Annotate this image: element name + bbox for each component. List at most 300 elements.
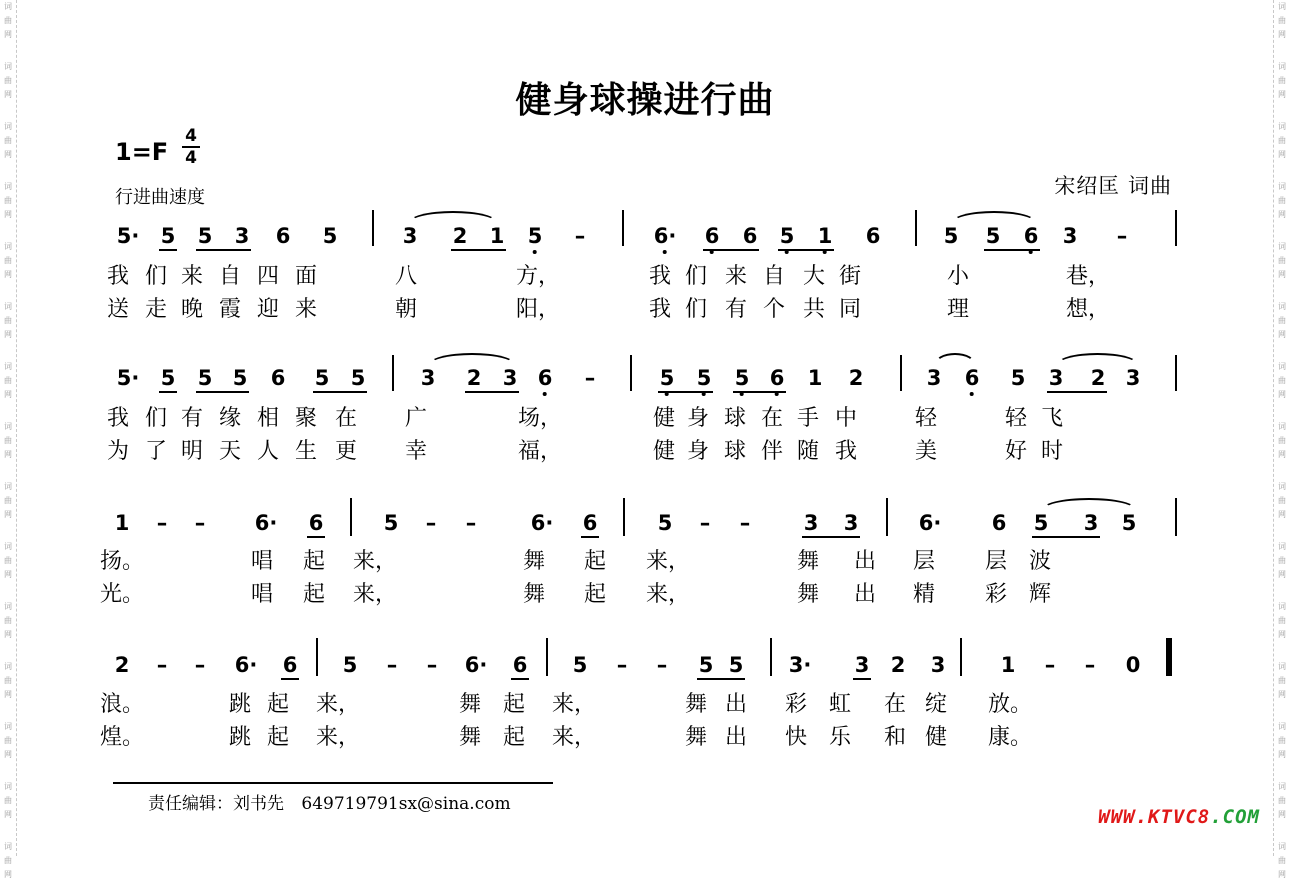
note-value: 6 [512,653,528,677]
jianpu-note [919,511,942,535]
jianpu-note [155,653,169,677]
side-watermark-char: 曲 [1278,76,1286,85]
side-watermark-char: 词 [1278,422,1286,431]
jianpu-note [198,366,213,390]
jianpu-note [583,511,598,535]
beam-underline [307,536,325,538]
jianpu-note [789,653,812,677]
side-watermark-char: 曲 [4,76,12,85]
bar-line [316,638,318,676]
note-value: 6· [254,511,278,535]
lyric-verse-1: 轻 [1004,406,1028,431]
bar-line [630,355,632,391]
side-watermark-char: 曲 [1278,496,1286,505]
lyric-verse-2: 明 [180,439,204,464]
footer-credits [148,789,523,814]
lyric-verse-2: 们 [684,297,708,322]
side-watermark-char: 曲 [1278,376,1286,385]
jianpu-note [384,511,399,535]
note-value: 5 [572,653,588,677]
note-value: 5 [1033,511,1049,535]
side-watermark-char: 网 [4,210,12,219]
side-watermark-char: 词 [4,422,12,431]
lyric-verse-1: 起 [302,549,326,574]
beam-underline [1047,391,1107,393]
side-watermark-char: 网 [1278,90,1286,99]
jianpu-note [117,366,140,390]
key-signature: 1=F [115,138,169,166]
side-watermark-char: 词 [1278,602,1286,611]
jianpu-note [1043,653,1057,677]
note-value: 6· [530,511,554,535]
note-value: 5 [696,366,712,390]
time-signature [180,126,202,168]
side-watermark-char: 曲 [1278,616,1286,625]
beam-underline [451,249,506,251]
lyric-verse-1: 轻 [914,406,938,431]
note-value: 5 [527,224,543,248]
bar-line [915,210,917,246]
lyric-verse-1: 来， [315,692,361,717]
note-value: 5· [116,366,140,390]
note-value: 3 [502,366,518,390]
lyric-verse-2: 人 [256,439,280,464]
lyric-verse-1: 相 [256,406,280,431]
slur [1056,353,1139,365]
jianpu-note [855,653,870,677]
note-value: 6 [704,224,720,248]
jianpu-note [1122,511,1137,535]
side-watermark-char: 曲 [1278,256,1286,265]
lyric-verse-1: 绽 [924,692,948,717]
lyric-verse-1: 缘 [218,406,242,431]
note-value: 6 [275,224,291,248]
jianpu-note [424,511,438,535]
lyric-verse-2: 快 [784,725,808,750]
beam-underline [281,678,299,680]
note-value: – [616,653,628,677]
slur [428,353,516,365]
jianpu-note [385,653,399,677]
lyric-verse-2: 唱 [250,582,274,607]
lyric-verse-2: 来， [551,725,597,750]
jianpu-note [1011,366,1026,390]
lyric-verse-1: 出 [724,692,748,717]
bar-line [622,210,624,246]
note-value: 5 [160,224,176,248]
note-value: 5 [657,511,673,535]
lyric-verse-1: 舞 [458,692,482,717]
final-double-bar [1166,638,1172,676]
side-watermark-char: 曲 [1278,556,1286,565]
note-value: 6 [270,366,286,390]
lyric-verse-1: 我 [648,264,672,289]
note-value: 5 [698,653,714,677]
jianpu-note [115,653,130,677]
note-value: 5 [322,224,338,248]
side-watermark-char: 网 [4,570,12,579]
note-value: 5 [350,366,366,390]
beam-underline [465,391,519,393]
note-value: 3 [930,653,946,677]
lyric-verse-2: 有 [724,297,748,322]
side-watermark-char: 词 [1278,782,1286,791]
beam-underline [697,678,745,680]
jianpu-note [849,366,864,390]
jianpu-note [255,511,278,535]
lyric-verse-1: 手 [796,406,820,431]
lyric-verse-1: 来， [352,549,398,574]
side-watermark-char: 词 [4,2,12,11]
note-value: 1 [114,511,130,535]
note-value: 6 [865,224,881,248]
side-watermark-char: 网 [4,390,12,399]
slur [951,211,1037,223]
lyric-verse-1: 们 [144,406,168,431]
lyric-verse-1: 小 [946,264,970,289]
side-watermark-char: 网 [4,630,12,639]
site-brand: KTVC8 [1148,806,1211,828]
side-watermark-char: 词 [4,242,12,251]
lyric-verse-1: 层 [912,549,936,574]
side-watermark-char: 词 [1278,362,1286,371]
note-value: 0 [1125,653,1141,677]
jianpu-note [573,224,587,248]
lyric-verse-1: 场， [517,406,563,431]
note-value: 2 [452,224,468,248]
note-value: 3 [402,224,418,248]
lyric-verse-1: 起 [583,549,607,574]
lyric-verse-1: 跳 [228,692,252,717]
note-value: 5 [985,224,1001,248]
note-value: 6 [1023,224,1039,248]
jianpu-note [271,366,286,390]
jianpu-note [315,366,330,390]
note-value: – [1116,224,1128,248]
jianpu-note [743,224,758,248]
lyric-verse-2: 舞 [522,582,546,607]
jianpu-note [1049,366,1064,390]
note-value: 6 [282,653,298,677]
lyric-verse-1: 聚 [294,406,318,431]
side-watermark-char: 曲 [1278,436,1286,445]
side-watermark-char: 词 [1278,842,1286,851]
note-value: 3· [788,653,812,677]
side-watermark-char: 词 [4,722,12,731]
note-value: 3 [854,653,870,677]
jianpu-note [309,511,324,535]
side-watermark-char: 词 [1278,482,1286,491]
lyric-verse-2: 为 [106,439,130,464]
lyric-verse-1: 来 [180,264,204,289]
lyric-verse-2: 起 [302,582,326,607]
lyric-verse-2: 出 [853,582,877,607]
lyric-verse-1: 虹 [828,692,852,717]
bar-line [546,638,548,676]
jianpu-note [1001,653,1016,677]
lyric-verse-2: 幸 [404,439,428,464]
lyric-verse-1: 浪。 [99,692,145,717]
side-watermark-char: 网 [1278,150,1286,159]
jianpu-note [658,511,673,535]
lyric-verse-1: 唱 [250,549,274,574]
note-value: – [739,511,751,535]
side-watermark-char: 词 [1278,62,1286,71]
slur [408,211,498,223]
lyric-verse-1: 有 [180,406,204,431]
note-value: 6 [308,511,324,535]
jianpu-note [198,224,213,248]
jianpu-note [866,224,881,248]
side-watermark-char: 网 [4,330,12,339]
lyric-verse-1: 八 [394,264,418,289]
jianpu-note [490,224,505,248]
note-value: 2 [114,653,130,677]
lyric-verse-2: 球 [723,439,747,464]
jianpu-note [944,224,959,248]
side-watermark-char: 词 [4,602,12,611]
lyric-verse-2: 跳 [228,725,252,750]
lyric-verse-2: 福， [517,439,563,464]
lyric-verse-1: 放。 [987,692,1033,717]
lyric-verse-1: 方， [515,264,561,289]
lyric-verse-2: 来， [645,582,691,607]
jianpu-note [467,366,482,390]
side-watermark-char: 网 [4,510,12,519]
side-watermark-char: 词 [1278,122,1286,131]
side-watermark-char: 曲 [4,316,12,325]
bar-line [372,210,374,246]
note-value: – [584,366,596,390]
jianpu-note [1126,366,1141,390]
note-value: – [156,511,168,535]
note-value: 3 [234,224,250,248]
side-watermark-char: 网 [1278,30,1286,39]
lyric-verse-2: 来， [315,725,361,750]
lyric-verse-2: 彩 [984,582,1008,607]
jianpu-note [927,366,942,390]
jianpu-note [844,511,859,535]
side-watermark-char: 网 [1278,570,1286,579]
lyric-verse-2: 好 [1004,439,1028,464]
side-watermark-char: 曲 [1278,736,1286,745]
jianpu-note [965,366,980,396]
note-value: – [425,511,437,535]
side-watermark-char: 词 [4,302,12,311]
beam-underline [196,391,249,393]
lyric-verse-1: 飞 [1040,406,1064,431]
side-watermark-char: 曲 [4,256,12,265]
jianpu-note [115,511,130,535]
bar-line [1175,210,1177,246]
lyric-verse-2: 想， [1065,297,1111,322]
jianpu-note [615,653,629,677]
jianpu-note [573,653,588,677]
side-watermark-char: 网 [4,90,12,99]
lyric-verse-1: 健 [652,406,676,431]
lyric-verse-2: 迎 [256,297,280,322]
lyric-verse-1: 舞 [796,549,820,574]
lyric-verse-1: 在 [760,406,784,431]
note-value: 5 [1010,366,1026,390]
lyric-verse-2: 朝 [394,297,418,322]
note-value: 6 [742,224,758,248]
note-value: – [1044,653,1056,677]
note-value: 5 [160,366,176,390]
side-watermark-char: 网 [1278,270,1286,279]
beam-underline [581,536,599,538]
note-value: 6· [234,653,258,677]
lyric-verse-1: 我 [106,406,130,431]
note-value: – [656,653,668,677]
jianpu-note [538,366,553,396]
jianpu-note [283,653,298,677]
side-watermark-char: 曲 [4,796,12,805]
side-watermark-char: 网 [1278,510,1286,519]
lyric-verse-2: 共 [802,297,826,322]
side-watermark-char: 曲 [1278,676,1286,685]
jianpu-note [528,224,543,254]
lyric-verse-2: 阳， [515,297,561,322]
beam-underline [196,249,251,251]
side-watermark-char: 词 [1278,182,1286,191]
editor-email: 649719791sx@sina.com [301,794,511,814]
side-watermark-char: 网 [4,870,12,879]
jianpu-note [503,366,518,390]
site-watermark [1098,806,1260,828]
lyric-verse-1: 们 [144,264,168,289]
side-watermark-char: 网 [1278,630,1286,639]
jianpu-note [465,653,488,677]
note-value: 6 [964,366,980,390]
jianpu-note [655,653,669,677]
side-watermark-char: 词 [4,182,12,191]
note-value: 5 [779,224,795,248]
lyric-verse-2: 同 [838,297,862,322]
lyric-verse-2: 起 [583,582,607,607]
note-value: – [386,653,398,677]
lyric-verse-2: 和 [883,725,907,750]
side-watermark-char: 曲 [4,736,12,745]
note-value: 6 [769,366,785,390]
side-watermark-char: 网 [4,270,12,279]
lyric-verse-2: 舞 [458,725,482,750]
beam-underline [703,249,759,251]
lyric-verse-2: 康。 [987,725,1033,750]
jianpu-note [421,366,436,390]
note-value: 1 [1000,653,1016,677]
jianpu-note [931,653,946,677]
note-value: 5 [728,653,744,677]
lyric-verse-2: 晚 [180,297,204,322]
lyric-verse-1: 球 [723,406,747,431]
editor-credit: 责任编辑：刘书先 [148,794,284,814]
jianpu-note [276,224,291,248]
jianpu-note [233,366,248,390]
note-value: 6 [582,511,598,535]
bar-line [392,355,394,391]
lyric-verse-1: 扬。 [99,549,145,574]
lyric-verse-2: 天 [218,439,242,464]
jianpu-note [992,511,1007,535]
lyric-verse-2: 身 [686,439,710,464]
note-value: 5 [659,366,675,390]
side-watermark-char: 曲 [1278,136,1286,145]
jianpu-note [986,224,1001,248]
note-value: 5 [314,366,330,390]
side-watermark-char: 曲 [4,616,12,625]
lyric-verse-1: 起 [502,692,526,717]
jianpu-note [161,224,176,248]
beam-underline [733,391,786,393]
jianpu-note [698,511,712,535]
side-watermark-char: 网 [1278,210,1286,219]
side-watermark-char: 网 [1278,450,1286,459]
side-watermark-char: 网 [1278,330,1286,339]
low-octave-dot [663,250,667,254]
jianpu-note [351,366,366,390]
bar-line [1175,498,1177,536]
side-watermark-char: 曲 [1278,16,1286,25]
jianpu-note [654,224,677,254]
note-value: 5· [116,224,140,248]
note-value: 5 [383,511,399,535]
side-watermark-char: 词 [1278,542,1286,551]
lyric-verse-2: 更 [334,439,358,464]
lyric-verse-1: 我 [106,264,130,289]
jianpu-note [403,224,418,248]
note-value: 3 [1083,511,1099,535]
lyric-verse-2: 乐 [828,725,852,750]
bar-line [1175,355,1177,391]
beam-underline [658,391,713,393]
note-value: 3 [1048,366,1064,390]
jianpu-note [804,511,819,535]
lyric-verse-1: 舞 [522,549,546,574]
lyric-verse-1: 波 [1028,549,1052,574]
lyric-verse-2: 精 [912,582,936,607]
lyric-verse-2: 我 [834,439,858,464]
lyric-verse-1: 身 [686,406,710,431]
side-watermark-char: 词 [1278,242,1286,251]
side-watermark-char: 曲 [4,376,12,385]
lyric-verse-2: 理 [946,297,970,322]
lyric-verse-1: 彩 [784,692,808,717]
note-value: – [156,653,168,677]
note-value: 2 [466,366,482,390]
jianpu-note [583,366,597,390]
lyric-verse-2: 起 [266,725,290,750]
beam-underline [313,391,367,393]
lyric-verse-1: 面 [294,264,318,289]
jianpu-note [1034,511,1049,535]
jianpu-note [738,511,752,535]
note-value: – [1084,653,1096,677]
side-watermark-char: 曲 [4,856,12,865]
side-watermark-char: 词 [4,662,12,671]
lyric-verse-2: 出 [724,725,748,750]
beam-underline [1032,536,1100,538]
footer-rule [113,782,553,784]
side-watermark-char: 词 [1278,662,1286,671]
jianpu-note [235,224,250,248]
slur [934,353,976,365]
note-value: 1 [489,224,505,248]
note-value: – [194,511,206,535]
jianpu-note [323,224,338,248]
side-watermark-char: 词 [4,782,12,791]
jianpu-note [1083,653,1097,677]
